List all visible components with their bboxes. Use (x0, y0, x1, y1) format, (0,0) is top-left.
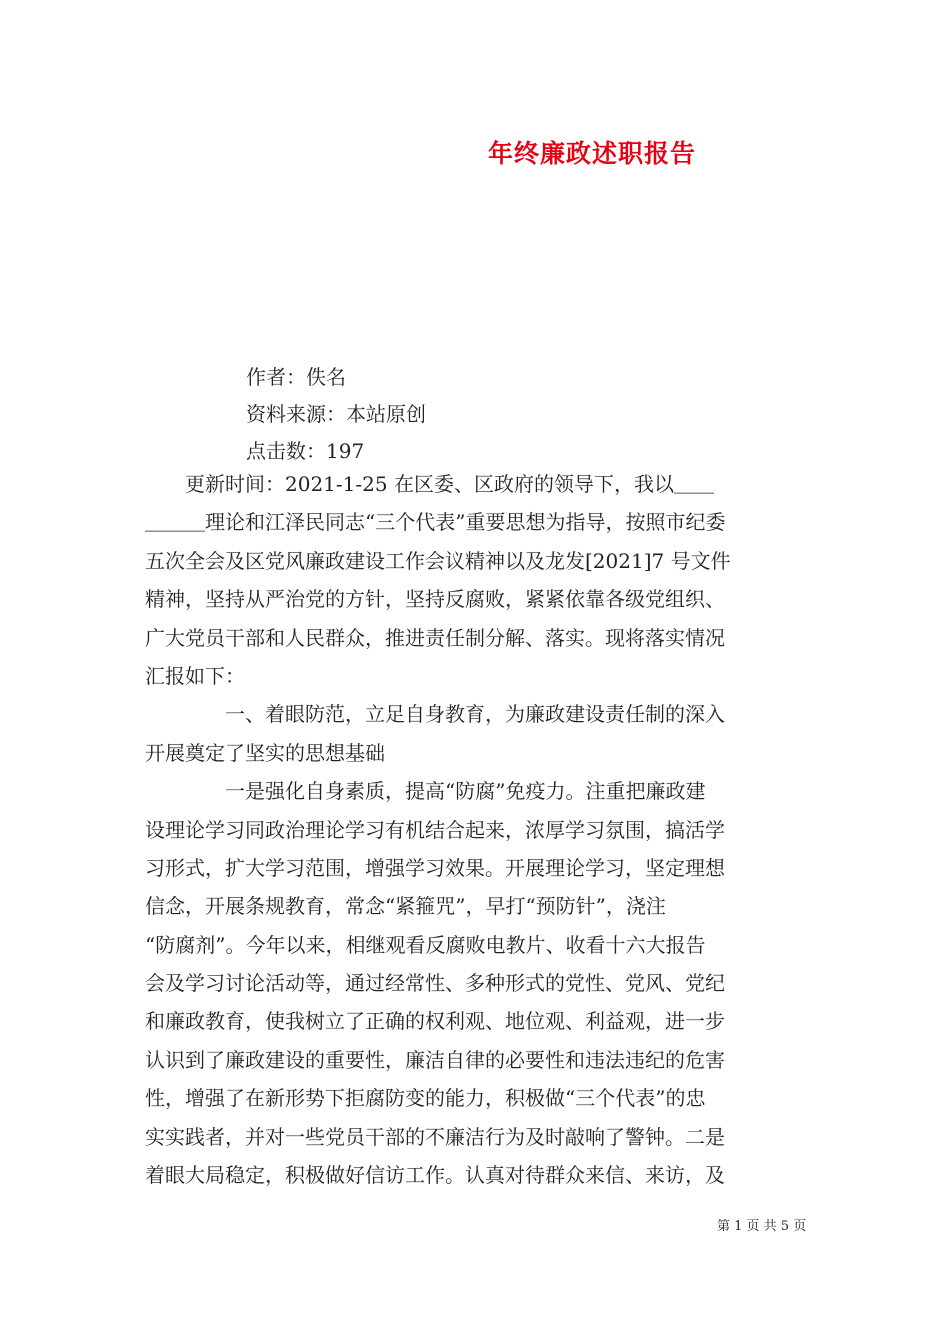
body-line: 设理论学习同政治理论学习有机结合起来，浓厚学习氛围，搞活学 (145, 817, 725, 842)
body-line: 精神，坚持从严治党的方针，坚持反腐败，紧紧依靠各级党组织、 (145, 587, 725, 612)
body-line: “防腐剂”。今年以来，相继观看反腐败电教片、收看十六大报告 (145, 932, 706, 957)
body-line: 认识到了廉政建设的重要性，廉洁自律的必要性和违法违纪的危害 (145, 1047, 725, 1072)
body-text (145, 465, 813, 1194)
body-line: 和廉政教育，使我树立了正确的权利观、地位观、利益观，进一步 (145, 1009, 725, 1034)
body-line: 着眼大局稳定，积极做好信访工作。认真对待群众来信、来访，及 (145, 1163, 725, 1188)
body-line: 性，增强了在新形势下拒腐防变的能力，积极做“三个代表”的忠 (145, 1086, 706, 1111)
body-line: 会及学习讨论活动等，通过经常性、多种形式的党性、党风、党纪 (145, 971, 725, 996)
body-line: 一是强化自身素质，提高“防腐”免疫力。注重把廉政建 (145, 779, 706, 804)
body-line: 习形式，扩大学习范围，增强学习效果。开展理论学习，坚定理想 (145, 855, 725, 880)
body-line: 更新时间：2021-1-25 在区委、区政府的领导下，我以＿＿ (145, 472, 714, 496)
body-line: 广大党员干部和人民群众，推进责任制分解、落实。现将落实情况 (145, 625, 725, 650)
body-line: 一、着眼防范，立足自身教育，为廉政建设责任制的深入 (145, 702, 725, 727)
page-footer: 第 1 页 共 5 页 (717, 1219, 807, 1234)
body-line: 五次全会及区党风廉政建设工作会议精神以及龙发[2021]7 号文件 (145, 548, 731, 573)
clicks-line: 点击数：197 (246, 439, 365, 463)
author-line: 作者：佚名 (246, 365, 346, 389)
document-title: 年终廉政述职报告 (488, 139, 697, 168)
body-line: 开展奠定了坚实的思想基础 (145, 740, 385, 765)
body-line: 信念，开展条规教育，常念“紧箍咒”，早打“预防针”，浇注 (145, 894, 666, 919)
body-line: 实实践者，并对一些党员干部的不廉洁行为及时敲响了警钟。二是 (145, 1124, 725, 1149)
source-line: 资料来源：本站原创 (246, 402, 426, 426)
body-line: ＿＿＿理论和江泽民同志“三个代表”重要思想为指导，按照市纪委 (145, 510, 726, 535)
body-line: 汇报如下： (145, 663, 245, 688)
